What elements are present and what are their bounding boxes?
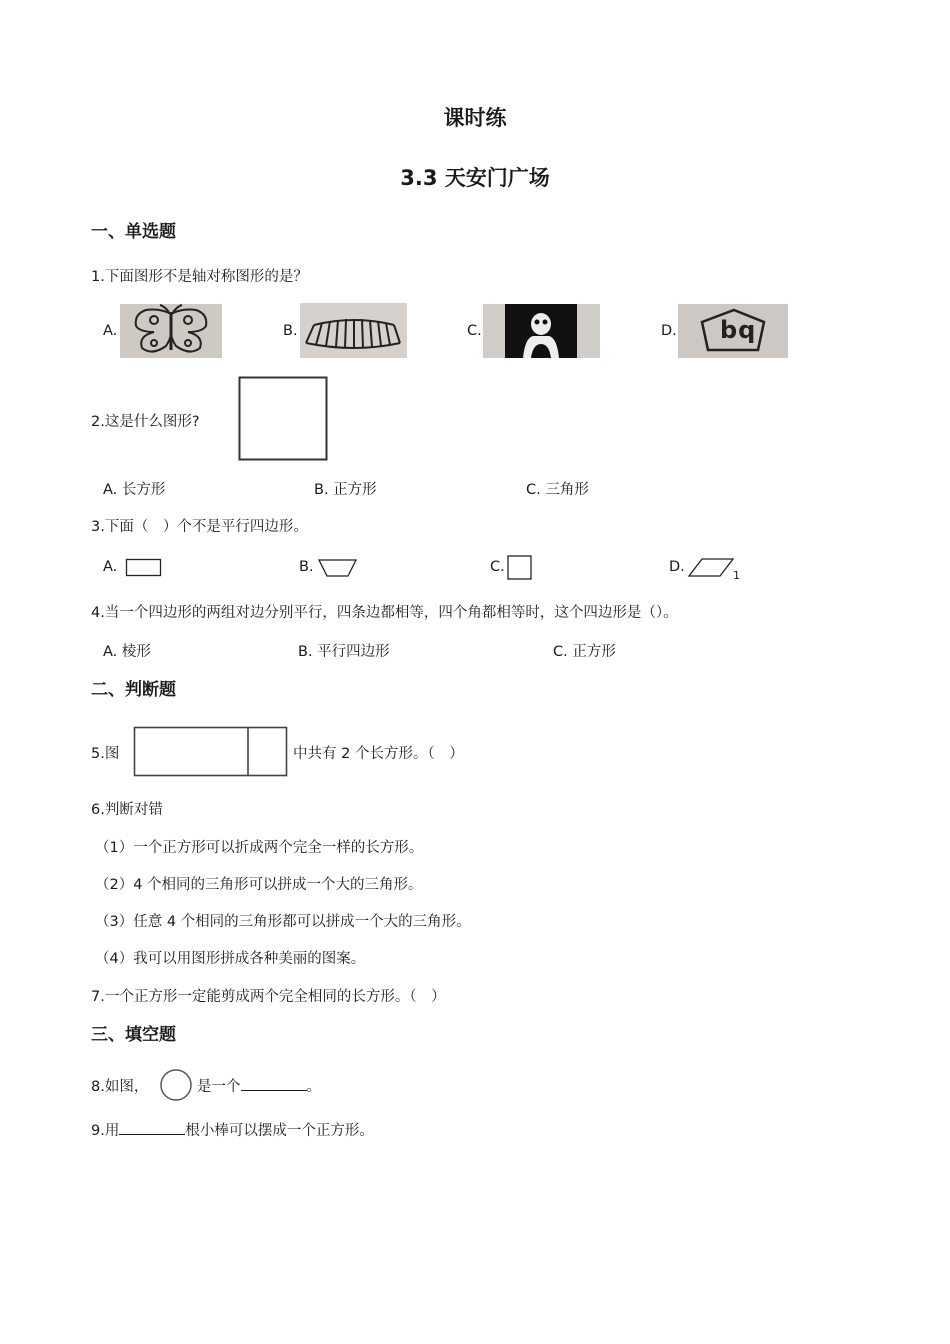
q6-statement-2: （2）4 个相同的三角形可以拼成一个大的三角形。: [95, 877, 423, 893]
q3-option-d-label: D.: [669, 559, 685, 575]
q4-option-c[interactable]: C. 正方形: [553, 644, 616, 660]
q4-option-a[interactable]: A. 棱形: [103, 644, 151, 660]
q1-option-c-label: C.: [467, 323, 482, 339]
q1-option-d-letters: bq: [720, 316, 757, 344]
q3-stray-mark: 1: [733, 569, 740, 582]
q1-option-b-label: B.: [283, 323, 298, 339]
q1-option-b-fan-image: [300, 303, 407, 358]
section-heading-single-choice: 一、单选题: [91, 222, 176, 242]
question-9-line: [91, 1119, 374, 1140]
q8-circle-figure: [159, 1068, 193, 1102]
q8-blank[interactable]: [241, 1076, 307, 1091]
question-3-text: 3.下面（ ）个不是平行四边形。: [91, 519, 308, 535]
question-9-prefix: 9.用: [91, 1123, 120, 1139]
q3-option-a-label: A.: [103, 559, 118, 575]
page-title: 课时练: [443, 106, 507, 130]
q1-option-a-butterfly-image: [120, 304, 222, 358]
question-2-text: 2.这是什么图形?: [91, 414, 200, 430]
question-5-prefix: 5.图: [91, 746, 120, 762]
q6-statement-3: （3）任意 4 个相同的三角形都可以拼成一个大的三角形。: [95, 914, 471, 930]
q2-option-b[interactable]: B. 正方形: [314, 482, 377, 498]
q6-statement-1: （1）一个正方形可以折成两个完全一样的长方形。: [95, 840, 424, 856]
q3-option-c-square-figure: [507, 555, 533, 581]
question-8-prefix: 8.如图，: [91, 1079, 149, 1095]
q6-statement-4: （4）我可以用图形拼成各种美丽的图案。: [95, 951, 366, 967]
question-8-answer-line: [197, 1075, 321, 1096]
q3-option-b-label: B.: [299, 559, 314, 575]
question-8-end: 。: [306, 1079, 321, 1095]
lesson-subtitle: 3.3 天安门广场: [400, 166, 550, 190]
question-6-text: 6.判断对错: [91, 802, 163, 818]
q4-option-b[interactable]: B. 平行四边形: [298, 644, 390, 660]
q1-option-d-label: D.: [661, 323, 677, 339]
q1-option-a-label: A.: [103, 323, 118, 339]
question-8-middle: 是一个: [197, 1079, 241, 1095]
q3-option-a-rectangle-figure: [126, 558, 162, 578]
question-5-suffix: 中共有 2 个长方形。（ ）: [293, 746, 464, 762]
q3-option-d-parallelogram-figure: [688, 557, 736, 579]
q9-blank[interactable]: [119, 1120, 185, 1135]
question-1-text: 1.下面图形不是轴对称图形的是？: [91, 269, 308, 285]
q5-divided-rectangle-figure: [133, 726, 289, 778]
question-4-text: 4.当一个四边形的两组对边分别平行，四条边都相等，四个角都相等时，这个四边形是（）。: [91, 605, 678, 621]
q2-option-c[interactable]: C. 三角形: [526, 482, 589, 498]
q1-option-c-symbol-image: [483, 304, 600, 358]
question-7-text: 7.一个正方形一定能剪成两个完全相同的长方形。（ ）: [91, 989, 446, 1005]
q2-option-a[interactable]: A. 长方形: [103, 482, 166, 498]
question-9-suffix: 根小棒可以摆成一个正方形。: [185, 1123, 374, 1139]
q1-option-d-pentagon-bq-image: [678, 304, 788, 358]
q3-option-b-trapezoid-figure: [318, 557, 358, 579]
section-heading-fill-in: 三、填空题: [91, 1025, 176, 1045]
section-heading-true-false: 二、判断题: [91, 680, 176, 700]
q2-square-figure: [238, 376, 330, 462]
q3-option-c-label: C.: [490, 559, 505, 575]
